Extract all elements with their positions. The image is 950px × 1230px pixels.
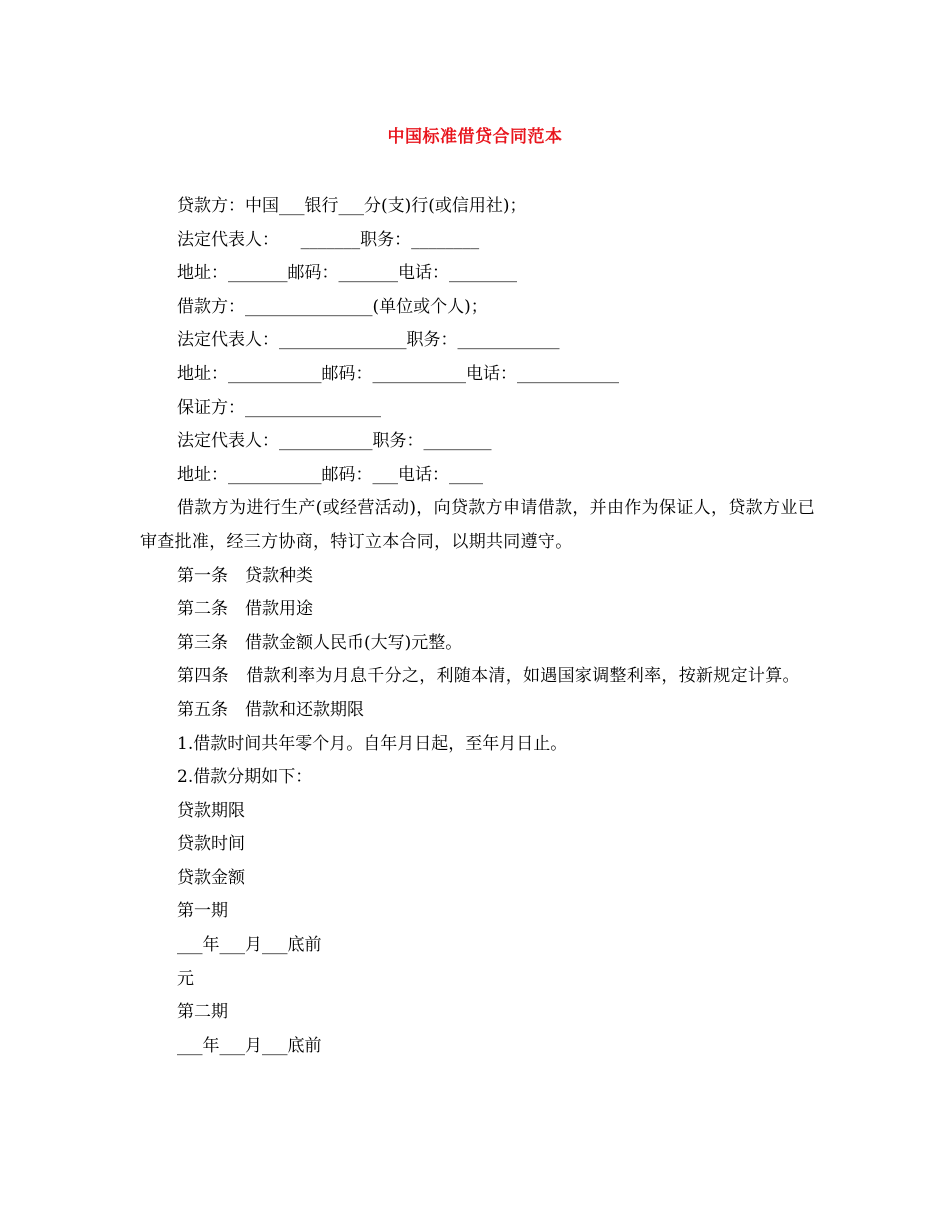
installment-2-label: 第二期 bbox=[177, 1002, 228, 1023]
article-2: 第二条 借款用途 bbox=[177, 599, 313, 620]
borrower-representative-line: 法定代表人：_______________职务：____________ bbox=[177, 330, 560, 351]
installment-heading: 2.借款分期如下： bbox=[177, 767, 313, 788]
article-5: 第五条 借款和还款期限 bbox=[177, 699, 364, 720]
lender-representative-line: 法定代表人： _______职务：________ bbox=[177, 229, 480, 250]
installment-1-amount: 元 bbox=[177, 968, 194, 989]
borrower-address-line: 地址：___________邮码：___________电话：____________ bbox=[177, 363, 619, 384]
article-1: 第一条 贷款种类 bbox=[177, 565, 313, 586]
installment-1-label: 第一期 bbox=[177, 901, 228, 922]
article-3: 第三条 借款金额人民币(大写)元整。 bbox=[177, 632, 463, 653]
document-body bbox=[140, 190, 815, 1063]
borrower-line: 借款方：_______________(单位或个人)； bbox=[177, 296, 488, 317]
guarantor-line: 保证方：________________ bbox=[177, 397, 381, 418]
installment-2-date: ___年___月___底前 bbox=[177, 1035, 322, 1056]
preamble-paragraph: 借款方为进行生产(或经营活动)，向贷款方申请借款，并由作为保证人，贷款方业已审查批准，经三方协商，特订立本合同，以期共同遵守。 bbox=[140, 498, 815, 552]
table-header-period: 贷款期限 bbox=[177, 800, 245, 821]
document-title: 中国标准借贷合同范本 bbox=[387, 127, 563, 147]
article-4-paragraph: 第四条 借款利率为月息千分之，利随本清，如遇国家调整利率，按新规定计算。 bbox=[177, 666, 800, 687]
guarantor-address-line: 地址：___________邮码：___电话：____ bbox=[177, 464, 483, 485]
installment-1-date: ___年___月___底前 bbox=[177, 935, 322, 956]
loan-term-item: 1.借款时间共年零个月。自年月日起，至年月日止。 bbox=[177, 733, 568, 754]
table-header-time: 贷款时间 bbox=[177, 834, 245, 855]
lender-line: 贷款方：中国___银行___分(支)行(或信用社)； bbox=[177, 196, 527, 216]
table-header-amount: 贷款金额 bbox=[177, 867, 245, 888]
guarantor-representative-line: 法定代表人：___________职务：________ bbox=[177, 431, 492, 452]
lender-address-line: 地址：_______邮码：_______电话：________ bbox=[177, 263, 517, 284]
